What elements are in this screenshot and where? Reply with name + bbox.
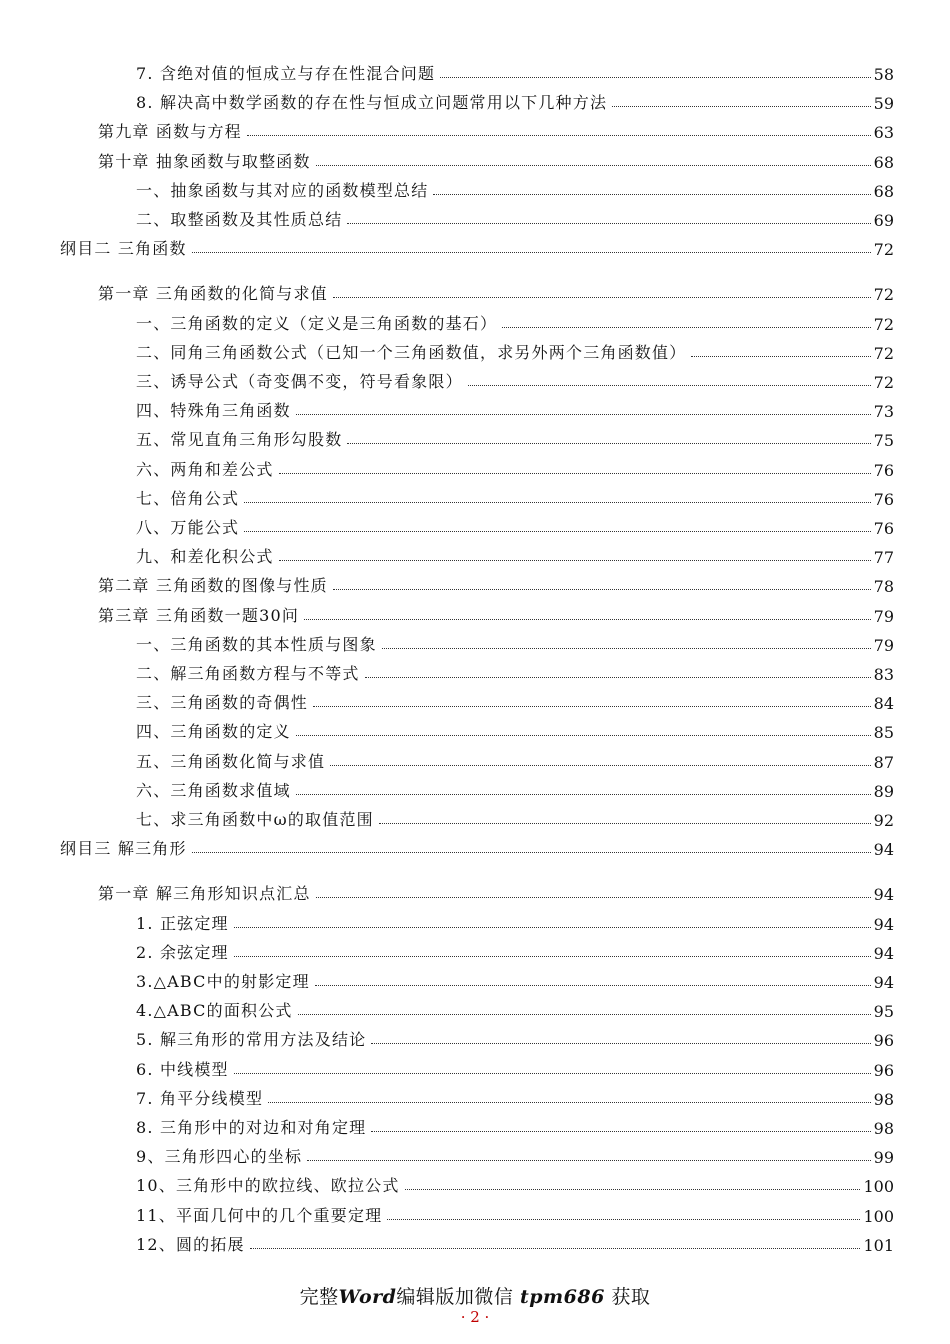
toc-entry-page: 68: [873, 152, 894, 172]
toc-entry-page: 92: [873, 811, 894, 830]
dot-leader: [304, 619, 871, 620]
toc-entry-page: 79: [873, 606, 894, 626]
toc-entry[interactable]: [136, 456, 894, 480]
dot-leader: [296, 414, 871, 415]
toc-entry[interactable]: [136, 1202, 894, 1226]
dot-leader: [440, 77, 870, 78]
toc-entry-title: 第一章 三角函数的化简与求值: [98, 284, 328, 304]
dot-leader: [387, 1219, 860, 1220]
toc-entry[interactable]: [136, 426, 894, 450]
toc-entry-title: 九、和差化积公式: [136, 547, 274, 567]
dot-leader: [247, 135, 871, 136]
dot-leader: [433, 194, 870, 195]
toc-entry-title: 第九章 函数与方程: [98, 122, 242, 142]
dot-leader: [347, 223, 870, 224]
dot-leader: [371, 1043, 870, 1044]
toc-entry[interactable]: [136, 1114, 894, 1138]
toc-entry-title: 12、圆的拓展: [136, 1234, 245, 1254]
toc-entry-title: 7. 角平分线模型: [136, 1088, 264, 1108]
toc-entry-title: 七、倍角公式: [136, 488, 240, 508]
toc-entry-page: 83: [873, 665, 894, 684]
toc-entry[interactable]: [136, 514, 894, 538]
dot-leader: [365, 677, 871, 678]
toc-entry-page: 58: [873, 65, 894, 84]
toc-entry-page: 94: [873, 973, 894, 992]
dot-leader: [234, 956, 871, 957]
toc-entry[interactable]: [136, 206, 894, 230]
toc-entry[interactable]: [136, 1085, 894, 1109]
dot-leader: [279, 560, 871, 561]
dot-leader: [382, 648, 871, 649]
toc-entry-title: 七、求三角函数中ω的取值范围: [136, 810, 374, 829]
toc-entry-page: 87: [873, 752, 894, 772]
footer-brand: Word: [338, 1286, 397, 1308]
toc-entry[interactable]: [98, 602, 894, 626]
toc-entry-page: 63: [873, 123, 894, 143]
toc-entry-title: 4.△ABC的面积公式: [136, 1001, 293, 1021]
dot-leader: [192, 252, 871, 253]
toc-entry-page: 89: [873, 781, 894, 801]
dot-leader: [502, 327, 870, 328]
toc-entry-title: 10、三角形中的欧拉线、欧拉公式: [136, 1176, 400, 1196]
toc-entry-page: 73: [873, 402, 894, 422]
toc-entry[interactable]: [136, 748, 894, 772]
toc-entry[interactable]: [136, 485, 894, 509]
toc-entry[interactable]: [136, 968, 894, 992]
toc-entry[interactable]: [98, 880, 894, 904]
footer-middle: 编辑版加微信: [396, 1286, 520, 1308]
toc-entry[interactable]: [136, 1026, 894, 1050]
toc-entry[interactable]: [136, 397, 894, 421]
toc-entry-page: 79: [873, 635, 894, 655]
toc-entry[interactable]: [136, 718, 894, 742]
toc-entry[interactable]: [136, 660, 894, 684]
toc-entry[interactable]: [60, 235, 894, 259]
toc-entry-page: 72: [873, 343, 894, 363]
toc-entry-title: 2. 余弦定理: [136, 942, 229, 962]
toc-entry[interactable]: [136, 910, 894, 934]
dot-leader: [234, 1073, 871, 1074]
toc-entry-title: 5. 解三角形的常用方法及结论: [136, 1030, 367, 1050]
dot-leader: [316, 165, 871, 166]
toc-entry[interactable]: [136, 89, 894, 113]
toc-entry[interactable]: [136, 777, 894, 801]
toc-entry[interactable]: [98, 572, 894, 596]
toc-entry-page: 94: [873, 885, 894, 905]
toc-entry-title: 1. 正弦定理: [136, 913, 229, 933]
toc-entry[interactable]: [60, 835, 894, 859]
toc-entry[interactable]: [98, 148, 894, 172]
toc-entry-title: 二、取整函数及其性质总结: [136, 210, 343, 229]
toc-entry-page: 72: [873, 285, 894, 305]
toc-entry-page: 59: [873, 94, 894, 114]
toc-entry[interactable]: [136, 806, 894, 830]
dot-leader: [250, 1248, 861, 1249]
toc-entry-page: 95: [873, 1002, 894, 1022]
toc-entry-title: 二、同角三角函数公式（已知一个三角函数值，求另外两个三角函数值）: [136, 342, 687, 362]
toc-entry-page: 76: [873, 519, 894, 538]
toc-entry-page: 100: [863, 1177, 894, 1197]
toc-entry-page: 94: [873, 840, 894, 860]
toc-entry[interactable]: [136, 689, 894, 713]
toc-entry-page: 96: [873, 1031, 894, 1051]
dot-leader: [298, 1014, 871, 1015]
toc-entry-title: 8. 解决高中数学函数的存在性与恒成立问题常用以下几种方法: [136, 93, 608, 113]
toc-entry-page: 78: [873, 577, 894, 597]
dot-leader: [347, 443, 870, 444]
toc-entry-title: 四、特殊角三角函数: [136, 401, 291, 421]
page-number: · 2 ·: [460, 1308, 490, 1326]
toc-entry-page: 76: [873, 489, 894, 509]
toc-entry-page: 75: [873, 431, 894, 451]
toc-entry-title: 五、三角函数化简与求值: [136, 751, 326, 771]
dot-leader: [244, 531, 870, 532]
toc-entry-title: 9、三角形四心的坐标: [136, 1147, 303, 1167]
toc-entry-page: 98: [873, 1089, 894, 1109]
toc-entry-title: 六、两角和差公式: [136, 459, 274, 479]
dot-leader: [234, 927, 871, 928]
toc-entry-page: 98: [873, 1119, 894, 1138]
toc-entry-page: 96: [873, 1060, 894, 1080]
toc-entry-title: 8. 三角形中的对边和对角定理: [136, 1118, 367, 1137]
toc-entry[interactable]: [136, 1231, 894, 1255]
dot-leader: [468, 385, 871, 386]
dot-leader: [279, 473, 871, 474]
dot-leader: [691, 356, 870, 357]
toc-entry-page: 99: [873, 1148, 894, 1168]
toc-entry-title: 八、万能公式: [136, 518, 240, 537]
toc-entry[interactable]: [136, 997, 894, 1021]
toc-entry-page: 94: [873, 914, 894, 934]
toc-entry-title: 六、三角函数求值域: [136, 780, 291, 800]
toc-entry-title: 第三章 三角函数一题30问: [98, 605, 300, 625]
toc-entry-page: 72: [873, 314, 894, 334]
toc-entry-title: 纲目三 解三角形: [60, 839, 187, 859]
toc-entry[interactable]: [136, 310, 894, 334]
toc-entry-title: 7. 含绝对值的恒成立与存在性混合问题: [136, 64, 436, 83]
toc-entry[interactable]: [136, 368, 894, 392]
toc-entry[interactable]: [136, 339, 894, 363]
toc-entry-title: 6. 中线模型: [136, 1059, 229, 1079]
toc-entry-page: 100: [863, 1206, 894, 1226]
dot-leader: [192, 852, 871, 853]
toc-entry-title: 一、三角函数的其本性质与图象: [136, 634, 377, 654]
toc-entry[interactable]: [136, 631, 894, 655]
toc-entry-title: 一、抽象函数与其对应的函数模型总结: [136, 180, 429, 200]
dot-leader: [333, 589, 871, 590]
toc-entry-page: 72: [873, 240, 894, 260]
dot-leader: [379, 823, 871, 824]
footer-suffix: 获取: [604, 1286, 651, 1308]
footer-note: [0, 1282, 950, 1309]
toc-entry[interactable]: [136, 543, 894, 567]
toc-entry-title: 11、平面几何中的几个重要定理: [136, 1205, 383, 1225]
dot-leader: [612, 106, 870, 107]
toc-entry-page: 68: [873, 181, 894, 201]
dot-leader: [315, 985, 871, 986]
dot-leader: [313, 706, 871, 707]
toc-entry-title: 第二章 三角函数的图像与性质: [98, 576, 328, 596]
dot-leader: [333, 297, 871, 298]
toc-entry-title: 3.△ABC中的射影定理: [136, 972, 310, 991]
dot-leader: [307, 1160, 870, 1161]
dot-leader: [296, 735, 871, 736]
toc-entry[interactable]: [136, 60, 894, 84]
footer-prefix: 完整: [299, 1286, 339, 1308]
toc-entry-title: 四、三角函数的定义: [136, 722, 291, 742]
dot-leader: [268, 1102, 870, 1103]
toc-entry-title: 第十章 抽象函数与取整函数: [98, 151, 311, 171]
dot-leader: [330, 765, 870, 766]
toc-entry-title: 三、诱导公式（奇变偶不变，符号看象限）: [136, 372, 463, 391]
toc-entry-page: 69: [873, 211, 894, 230]
toc-entry-page: 94: [873, 943, 894, 963]
toc-entry-title: 三、三角函数的奇偶性: [136, 693, 309, 713]
toc-entry-page: 76: [873, 460, 894, 480]
toc-entry[interactable]: [136, 1172, 894, 1196]
toc-entry[interactable]: [136, 939, 894, 963]
toc-entry[interactable]: [136, 1143, 894, 1167]
toc-entry-page: 101: [863, 1235, 894, 1255]
toc-entry-page: 72: [873, 373, 894, 392]
dot-leader: [244, 502, 870, 503]
toc-entry-title: 纲目二 三角函数: [60, 239, 187, 259]
toc-entry-title: 五、常见直角三角形勾股数: [136, 430, 343, 450]
toc-entry-title: 第一章 解三角形知识点汇总: [98, 884, 311, 904]
toc-entry[interactable]: [98, 280, 894, 304]
dot-leader: [371, 1131, 870, 1132]
dot-leader: [405, 1189, 861, 1190]
dot-leader: [316, 897, 871, 898]
toc-entry[interactable]: [136, 1056, 894, 1080]
toc-entry-page: 85: [873, 723, 894, 743]
toc-entry-title: 二、解三角函数方程与不等式: [136, 664, 360, 683]
toc-entry-page: 84: [873, 694, 894, 714]
footer-wechat-id: tpm686: [519, 1286, 605, 1308]
toc-entry-title: 一、三角函数的定义（定义是三角函数的基石）: [136, 313, 498, 333]
toc-entry[interactable]: [136, 177, 894, 201]
dot-leader: [296, 794, 871, 795]
toc-entry[interactable]: [98, 118, 894, 142]
toc-entry-page: 77: [873, 548, 894, 568]
